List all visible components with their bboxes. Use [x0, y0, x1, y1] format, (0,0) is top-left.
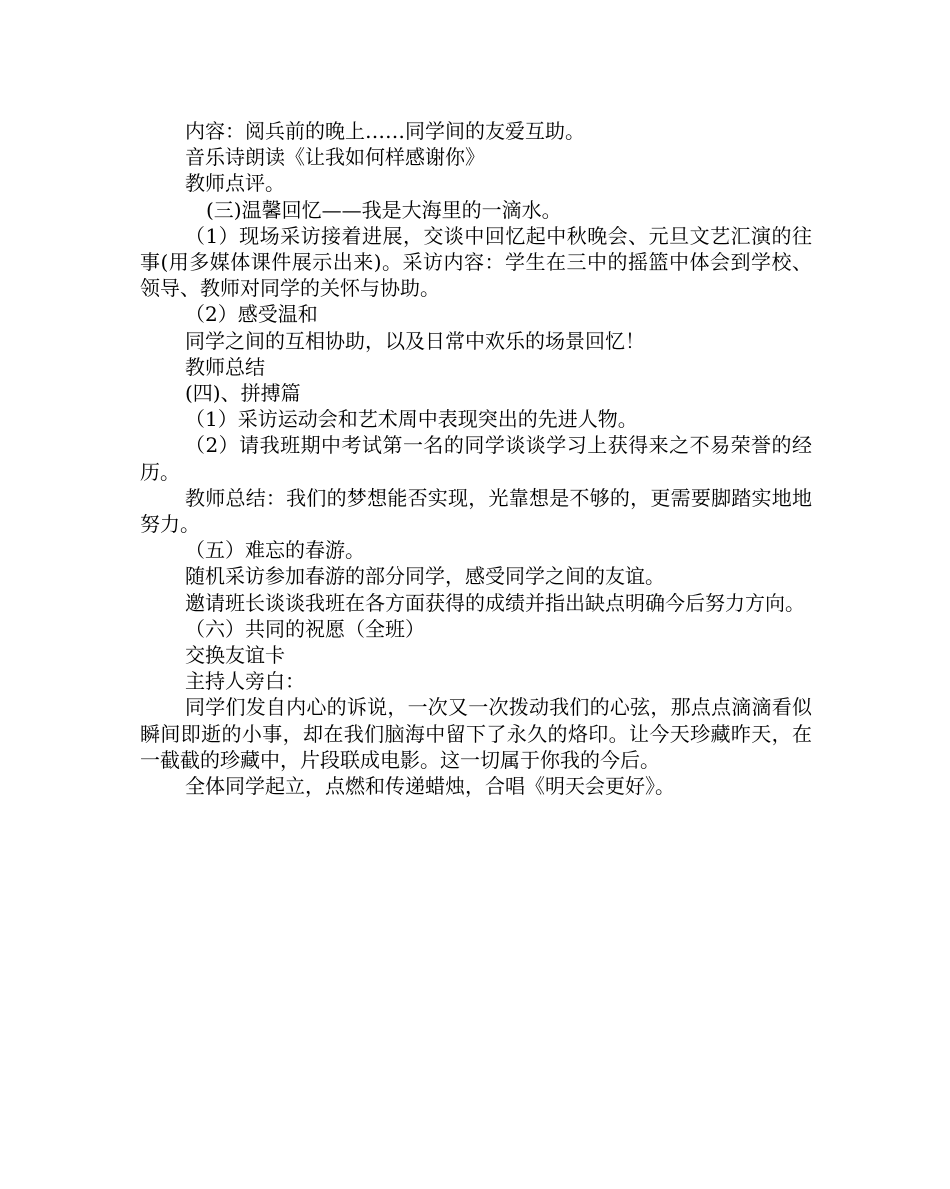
paragraph-top-student: （2）请我班期中考试第一名的同学谈谈学习上获得来之不易荣誉的经历。: [140, 433, 812, 484]
paragraph-spring-trip: 随机采访参加春游的部分同学，感受同学之间的友谊。: [185, 564, 665, 589]
paragraph-poem-recital: 音乐诗朗读《让我如何样感谢你》: [185, 145, 485, 170]
section-heading-three: (三)温馨回忆——我是大海里的一滴水。: [206, 197, 562, 222]
document-page: [140, 118, 812, 799]
paragraph-host-narration-label: 主持人旁白：: [185, 669, 305, 694]
paragraph-teacher-summary-dream: 教师总结：我们的梦想能否实现，光靠想是不够的，更需要脚踏实地地努力。: [140, 485, 812, 537]
paragraph-mutual-help: 同学之间的互相协助，以及日常中欢乐的场景回忆！: [185, 328, 645, 353]
paragraph-teacher-summary: 教师总结: [185, 354, 265, 379]
paragraph-interview-one: （1）现场采访接着进展，交谈中回忆起中秋晚会、元旦文艺汇演的往事(用多媒体课件展示出来)。采访内容：学生在三中的摇篮中体会到学校、领导、教师对同学的关怀与协助。: [140, 223, 812, 301]
paragraph-teacher-comment: 教师点评。: [185, 171, 285, 196]
paragraph-feel-warmth: （2）感受温和: [185, 302, 318, 327]
paragraph-closing: 全体同学起立，点燃和传递蜡烛，合唱《明天会更好》。: [185, 774, 675, 799]
paragraph-monitor-talk: 邀请班长谈谈我班在各方面获得的成绩并指出缺点明确今后努力方向。: [185, 590, 805, 615]
paragraph-sports-interview: （1）采访运动会和艺术周中表现突出的先进人物。: [185, 407, 638, 432]
paragraph-exchange-cards: 交换友谊卡: [185, 643, 285, 668]
section-heading-six: （六）共同的祝愿（全班）: [185, 616, 425, 641]
section-heading-four: (四)、拼搏篇: [185, 381, 301, 406]
paragraph-content: 内容：阅兵前的晚上……同学间的友爱互助。: [185, 119, 585, 143]
section-heading-five: （五）难忘的春游。: [185, 538, 365, 563]
paragraph-host-narration: 同学们发自内心的诉说，一次又一次拨动我们的心弦，那点点滴滴看似瞬间即逝的小事，却在我们脑海中留下了永久的烙印。让今天珍藏昨天，在一截截的珍藏中，片段联成电影。这一切属于你我的今后。: [140, 695, 812, 772]
